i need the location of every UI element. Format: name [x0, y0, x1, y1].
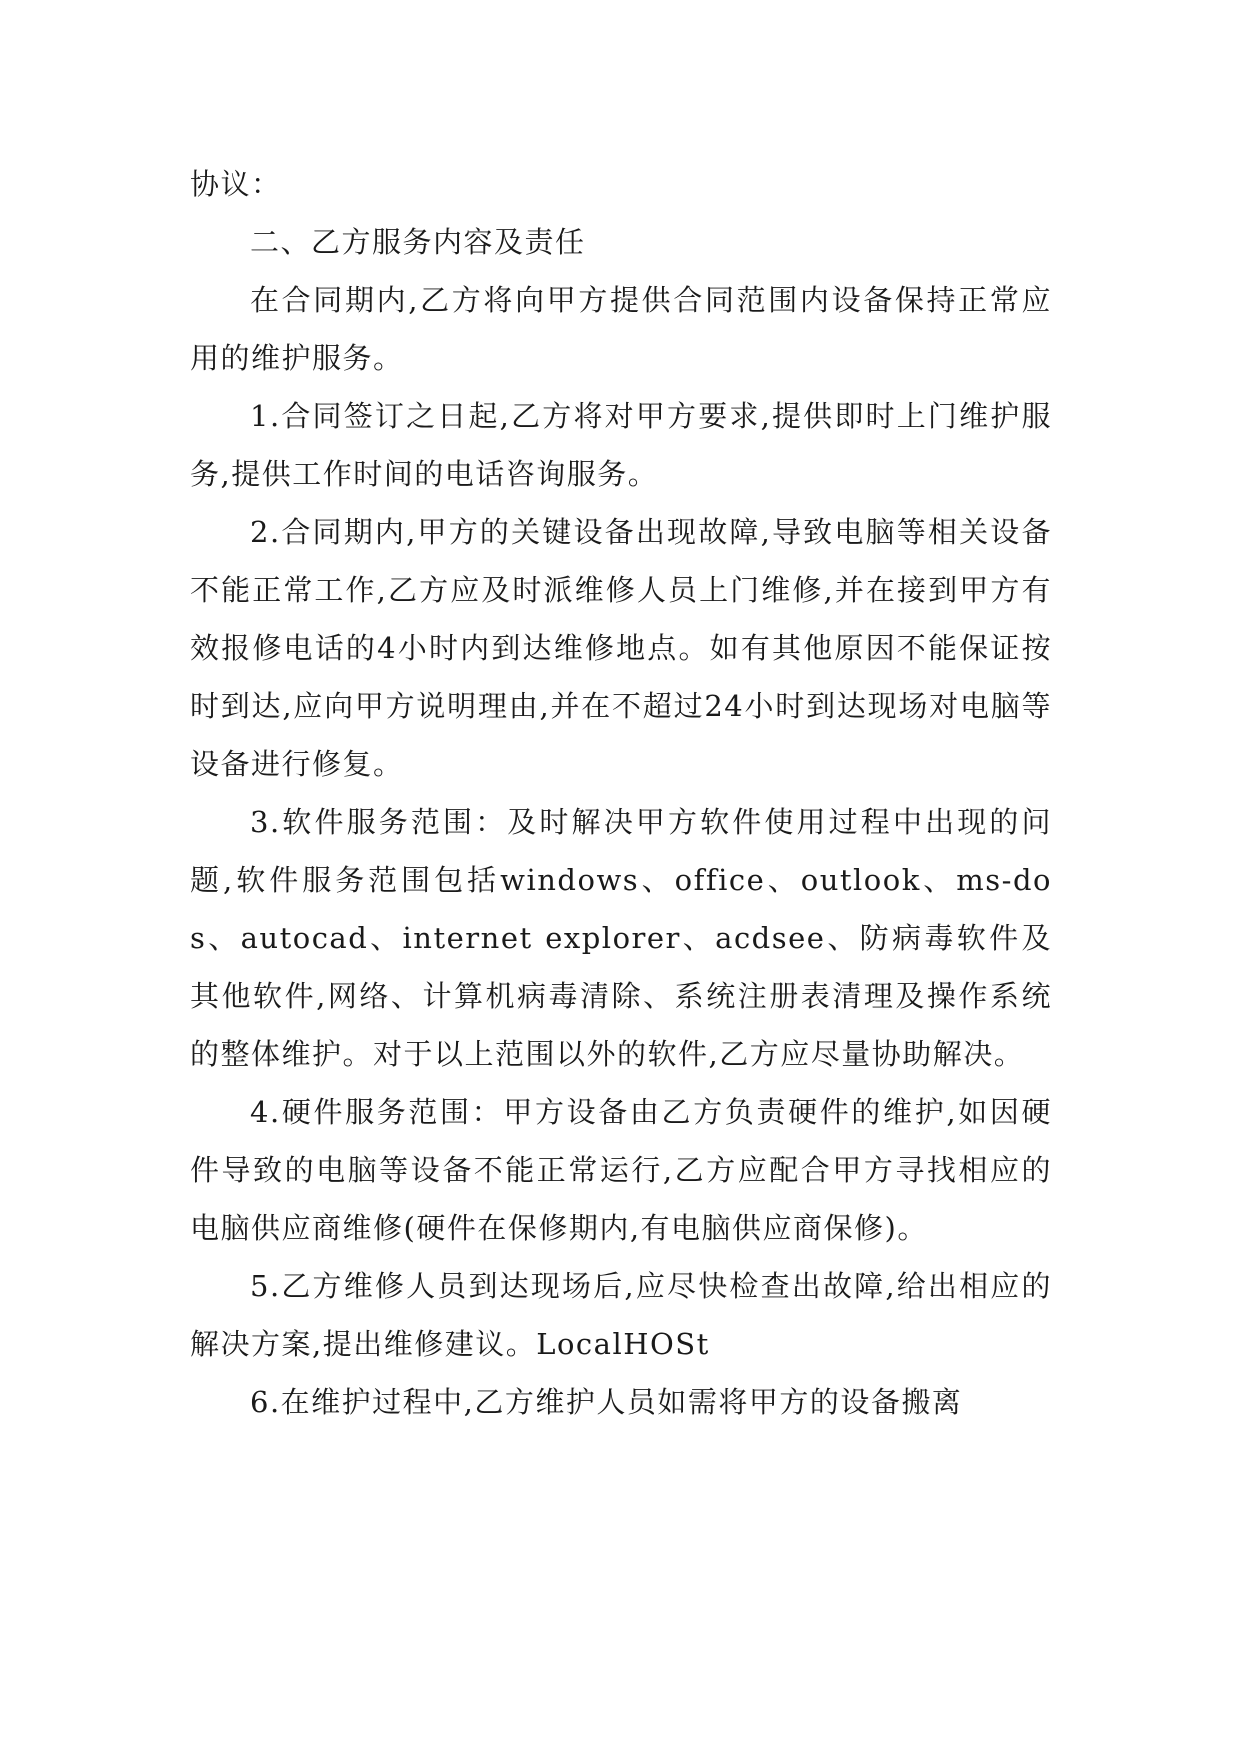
- document-body: [190, 155, 1052, 1431]
- clause-4: 4.硬件服务范围：甲方设备由乙方负责硬件的维护,如因硬件导致的电脑等设备不能正常运行,乙方应配合甲方寻找相应的电脑供应商维修(硬件在保修期内,有电脑供应商保修)。: [190, 1095, 1052, 1245]
- clause-6: 6.在维护过程中,乙方维护人员如需将甲方的设备搬离: [250, 1385, 963, 1419]
- clause-3: 3.软件服务范围：及时解决甲方软件使用过程中出现的问题,软件服务范围包括windows、office、outlook、ms-dos、autocad、internet explorer、acdsee、防病毒软件及其他软件,网络、计算机病毒清除、系统注册表清理及操作系统的整体维护。对于以上范围以外的软件,乙方应尽量协助解决。: [190, 805, 1052, 1071]
- paragraph-intro: 协议：: [190, 167, 282, 201]
- paragraph-overview: 在合同期内,乙方将向甲方提供合同范围内设备保持正常应用的维护服务。: [190, 283, 1052, 375]
- clause-5: 5.乙方维修人员到达现场后,应尽快检查出故障,给出相应的解决方案,提出维修建议。LocalHOSt: [190, 1269, 1052, 1361]
- clause-1: 1.合同签订之日起,乙方将对甲方要求,提供即时上门维护服务,提供工作时间的电话咨询服务。: [190, 399, 1052, 491]
- clause-2: 2.合同期内,甲方的关键设备出现故障,导致电脑等相关设备不能正常工作,乙方应及时派维修人员上门维修,并在接到甲方有效报修电话的4小时内到达维修地点。如有其他原因不能保证按时到达,应向甲方说明理由,并在不超过24小时到达现场对电脑等设备进行修复。: [190, 515, 1052, 781]
- section-heading: 二、乙方服务内容及责任: [250, 225, 586, 259]
